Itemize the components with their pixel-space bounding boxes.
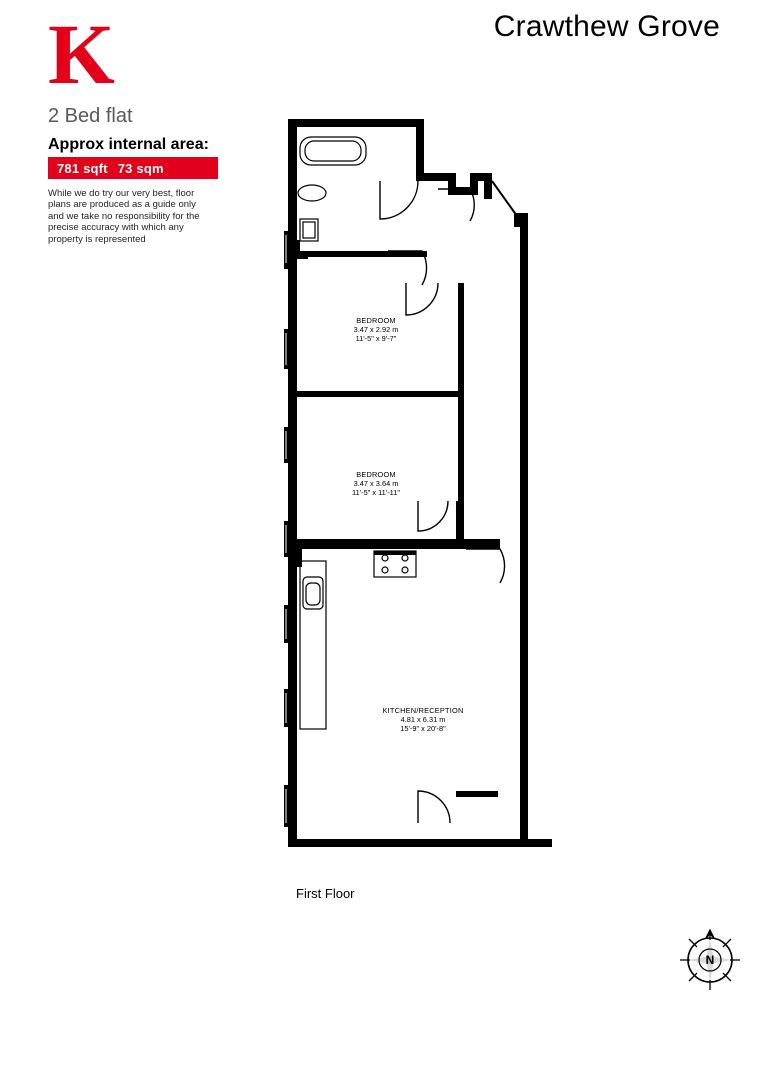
room-label-bedroom-1	[316, 316, 436, 344]
room-dimensions-imperial: 11'-5" x 11'-11"	[352, 488, 400, 498]
room-dimensions-imperial: 15'-9" x 20'-8"	[400, 724, 446, 734]
floor-label: First Floor	[296, 886, 355, 901]
room-dimensions-metric: 3.47 x 3.64 m	[353, 479, 399, 489]
room-dimensions-imperial: 11'-5" x 9'-7"	[355, 334, 397, 344]
area-badge	[48, 157, 218, 179]
area-heading: Approx internal area:	[48, 136, 209, 153]
plan-fixtures	[298, 137, 416, 729]
compass-north-label: N	[705, 953, 715, 967]
room-name: KITCHEN/RECEPTION	[382, 706, 464, 715]
room-label-kitchen-reception	[348, 706, 498, 734]
room-label-bedroom-2	[316, 470, 436, 498]
compass-icon	[678, 928, 742, 992]
area-sqm: 73 sqm	[117, 160, 164, 176]
room-name: BEDROOM	[356, 316, 396, 325]
room-name: BEDROOM	[356, 470, 396, 479]
brand-logo: K	[48, 6, 115, 102]
area-sqft: 781 sqft	[57, 160, 108, 176]
room-dimensions-metric: 3.47 x 2.92 m	[353, 325, 399, 335]
page-title: Crawthew Grove	[493, 10, 720, 43]
disclaimer-text: While we do try our very best, floor plans are produced as a guide only and we take no responsibility for the precise accuracy with which any property is represented	[48, 188, 200, 245]
room-dimensions-metric: 4.81 x 6.31 m	[400, 715, 446, 725]
property-type-subtitle: 2 Bed flat	[48, 105, 133, 127]
